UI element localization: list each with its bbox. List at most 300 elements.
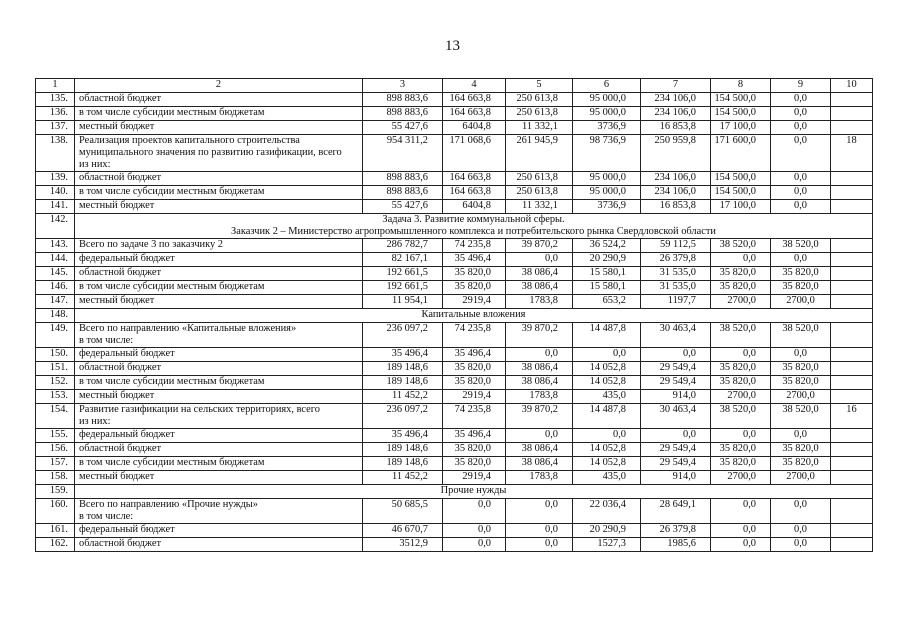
value-cell bbox=[831, 538, 873, 552]
value-cell: 898 883,6 bbox=[363, 107, 443, 121]
value-cell: 17 100,0 bbox=[711, 200, 771, 214]
value-cell: 189 148,6 bbox=[363, 457, 443, 471]
value-cell: 2919,4 bbox=[443, 295, 506, 309]
value-cell: 35 496,4 bbox=[443, 348, 506, 362]
value-cell: 82 167,1 bbox=[363, 253, 443, 267]
value-cell: 898 883,6 bbox=[363, 172, 443, 186]
value-cell: 1783,8 bbox=[506, 390, 573, 404]
value-cell: 898 883,6 bbox=[363, 186, 443, 200]
value-cell: 35 820,0 bbox=[443, 443, 506, 457]
value-cell: 192 661,5 bbox=[363, 281, 443, 295]
table-row bbox=[36, 443, 873, 457]
value-cell: 0,0 bbox=[771, 107, 831, 121]
item-name: областной бюджет bbox=[75, 93, 363, 107]
value-cell: 29 549,4 bbox=[641, 376, 711, 390]
value-cell bbox=[831, 93, 873, 107]
row-number: 146. bbox=[36, 281, 75, 295]
section-row bbox=[36, 485, 873, 499]
value-cell: 15 580,1 bbox=[573, 281, 641, 295]
value-cell: 2700,0 bbox=[711, 471, 771, 485]
value-cell: 234 106,0 bbox=[641, 107, 711, 121]
value-cell: 35 820,0 bbox=[443, 457, 506, 471]
item-name: в том числе субсидии местным бюджетам bbox=[75, 281, 363, 295]
value-cell: 154 500,0 bbox=[711, 107, 771, 121]
table-body bbox=[36, 79, 873, 552]
budget-table bbox=[35, 78, 873, 552]
value-cell: 0,0 bbox=[506, 348, 573, 362]
row-number: 141. bbox=[36, 200, 75, 214]
value-cell: 250 613,8 bbox=[506, 172, 573, 186]
section-row bbox=[36, 214, 873, 239]
value-cell: 35 820,0 bbox=[443, 267, 506, 281]
row-number: 156. bbox=[36, 443, 75, 457]
value-cell: 0,0 bbox=[711, 499, 771, 524]
value-cell: 0,0 bbox=[771, 186, 831, 200]
value-cell: 74 235,8 bbox=[443, 404, 506, 429]
value-cell bbox=[831, 107, 873, 121]
row-number: 139. bbox=[36, 172, 75, 186]
value-cell: 35 820,0 bbox=[711, 362, 771, 376]
value-cell: 189 148,6 bbox=[363, 362, 443, 376]
value-cell: 14 487,8 bbox=[573, 323, 641, 348]
row-number: 148. bbox=[36, 309, 75, 323]
item-name: Всего по задаче 3 по заказчику 2 bbox=[75, 239, 363, 253]
value-cell: 250 613,8 bbox=[506, 107, 573, 121]
row-number: 161. bbox=[36, 524, 75, 538]
value-cell: 0,0 bbox=[506, 429, 573, 443]
row-number: 150. bbox=[36, 348, 75, 362]
row-number: 140. bbox=[36, 186, 75, 200]
header-cell: 2 bbox=[75, 79, 363, 93]
value-cell: 35 496,4 bbox=[443, 253, 506, 267]
value-cell: 250 613,8 bbox=[506, 93, 573, 107]
value-cell: 1783,8 bbox=[506, 471, 573, 485]
row-number: 149. bbox=[36, 323, 75, 348]
value-cell: 35 820,0 bbox=[771, 457, 831, 471]
value-cell: 26 379,8 bbox=[641, 253, 711, 267]
value-cell: 0,0 bbox=[771, 499, 831, 524]
value-cell: 1985,6 bbox=[641, 538, 711, 552]
value-cell: 14 052,8 bbox=[573, 443, 641, 457]
table-row bbox=[36, 404, 873, 429]
table-row bbox=[36, 390, 873, 404]
value-cell bbox=[831, 348, 873, 362]
value-cell bbox=[831, 429, 873, 443]
value-cell: 2919,4 bbox=[443, 471, 506, 485]
value-cell: 2700,0 bbox=[771, 390, 831, 404]
value-cell: 18 bbox=[831, 135, 873, 172]
value-cell: 30 463,4 bbox=[641, 323, 711, 348]
item-name: Реализация проектов капитального строительства муниципального значения по развитию газификации, всего из них: bbox=[75, 135, 363, 172]
value-cell: 11 954,1 bbox=[363, 295, 443, 309]
header-cell: 1 bbox=[36, 79, 75, 93]
value-cell bbox=[831, 121, 873, 135]
value-cell: 35 496,4 bbox=[363, 429, 443, 443]
row-number: 143. bbox=[36, 239, 75, 253]
item-name: местный бюджет bbox=[75, 295, 363, 309]
value-cell: 0,0 bbox=[711, 429, 771, 443]
table-row bbox=[36, 295, 873, 309]
value-cell: 236 097,2 bbox=[363, 323, 443, 348]
value-cell: 286 782,7 bbox=[363, 239, 443, 253]
value-cell: 11 332,1 bbox=[506, 121, 573, 135]
item-name: областной бюджет bbox=[75, 443, 363, 457]
value-cell bbox=[831, 362, 873, 376]
value-cell: 35 820,0 bbox=[771, 376, 831, 390]
value-cell: 914,0 bbox=[641, 390, 711, 404]
value-cell bbox=[831, 323, 873, 348]
value-cell: 250 613,8 bbox=[506, 186, 573, 200]
item-name: местный бюджет bbox=[75, 200, 363, 214]
row-number: 147. bbox=[36, 295, 75, 309]
value-cell: 35 820,0 bbox=[711, 457, 771, 471]
value-cell bbox=[831, 443, 873, 457]
value-cell: 38 520,0 bbox=[711, 239, 771, 253]
item-name: федеральный бюджет bbox=[75, 348, 363, 362]
value-cell: 35 820,0 bbox=[771, 281, 831, 295]
value-cell: 6404,8 bbox=[443, 121, 506, 135]
value-cell: 171 600,0 bbox=[711, 135, 771, 172]
value-cell: 3736,9 bbox=[573, 121, 641, 135]
value-cell bbox=[831, 499, 873, 524]
section-title bbox=[75, 485, 873, 499]
value-cell: 38 086,4 bbox=[506, 362, 573, 376]
value-cell: 0,0 bbox=[771, 121, 831, 135]
value-cell: 0,0 bbox=[771, 253, 831, 267]
value-cell bbox=[831, 186, 873, 200]
value-cell bbox=[831, 267, 873, 281]
value-cell: 164 663,8 bbox=[443, 93, 506, 107]
value-cell: 954 311,2 bbox=[363, 135, 443, 172]
row-number: 136. bbox=[36, 107, 75, 121]
value-cell: 31 535,0 bbox=[641, 267, 711, 281]
value-cell: 38 520,0 bbox=[771, 404, 831, 429]
section-row bbox=[36, 309, 873, 323]
table-row bbox=[36, 429, 873, 443]
value-cell: 250 959,8 bbox=[641, 135, 711, 172]
table-row bbox=[36, 471, 873, 485]
item-name: Развитие газификации на сельских территориях, всего из них: bbox=[75, 404, 363, 429]
table-row bbox=[36, 524, 873, 538]
value-cell: 2700,0 bbox=[711, 295, 771, 309]
value-cell: 38 520,0 bbox=[711, 323, 771, 348]
value-cell: 435,0 bbox=[573, 390, 641, 404]
value-cell: 22 036,4 bbox=[573, 499, 641, 524]
value-cell: 0,0 bbox=[771, 172, 831, 186]
value-cell: 35 820,0 bbox=[771, 443, 831, 457]
table-row bbox=[36, 135, 873, 172]
row-number: 155. bbox=[36, 429, 75, 443]
item-name: федеральный бюджет bbox=[75, 429, 363, 443]
section-line: Прочие нужды bbox=[440, 485, 507, 496]
value-cell: 11 332,1 bbox=[506, 200, 573, 214]
header-cell: 7 bbox=[641, 79, 711, 93]
section-line: Задача 3. Развитие коммунальной сферы. bbox=[382, 214, 565, 225]
value-cell: 2700,0 bbox=[771, 471, 831, 485]
header-cell: 3 bbox=[363, 79, 443, 93]
value-cell: 6404,8 bbox=[443, 200, 506, 214]
value-cell: 28 649,1 bbox=[641, 499, 711, 524]
value-cell: 95 000,0 bbox=[573, 186, 641, 200]
value-cell: 0,0 bbox=[771, 524, 831, 538]
value-cell: 164 663,8 bbox=[443, 172, 506, 186]
value-cell: 74 235,8 bbox=[443, 239, 506, 253]
header-row bbox=[36, 79, 873, 93]
item-name: местный бюджет bbox=[75, 471, 363, 485]
page-number: 13 bbox=[445, 38, 460, 54]
value-cell bbox=[831, 471, 873, 485]
row-number: 151. bbox=[36, 362, 75, 376]
value-cell: 0,0 bbox=[771, 429, 831, 443]
value-cell: 17 100,0 bbox=[711, 121, 771, 135]
value-cell: 154 500,0 bbox=[711, 93, 771, 107]
item-name: в том числе субсидии местным бюджетам bbox=[75, 186, 363, 200]
row-number: 162. bbox=[36, 538, 75, 552]
table-row bbox=[36, 538, 873, 552]
header-cell: 4 bbox=[443, 79, 506, 93]
value-cell: 39 870,2 bbox=[506, 404, 573, 429]
table-row bbox=[36, 121, 873, 135]
item-name: федеральный бюджет bbox=[75, 524, 363, 538]
header-cell: 8 bbox=[711, 79, 771, 93]
value-cell: 0,0 bbox=[506, 538, 573, 552]
value-cell: 1527,3 bbox=[573, 538, 641, 552]
value-cell: 234 106,0 bbox=[641, 172, 711, 186]
value-cell: 0,0 bbox=[771, 93, 831, 107]
value-cell: 55 427,6 bbox=[363, 200, 443, 214]
value-cell: 35 820,0 bbox=[443, 281, 506, 295]
value-cell bbox=[831, 390, 873, 404]
value-cell: 35 820,0 bbox=[771, 267, 831, 281]
table-row bbox=[36, 172, 873, 186]
value-cell: 16 bbox=[831, 404, 873, 429]
value-cell bbox=[831, 253, 873, 267]
value-cell: 35 496,4 bbox=[363, 348, 443, 362]
table-row bbox=[36, 186, 873, 200]
value-cell: 11 452,2 bbox=[363, 390, 443, 404]
value-cell: 0,0 bbox=[771, 538, 831, 552]
value-cell: 2700,0 bbox=[711, 390, 771, 404]
value-cell bbox=[831, 239, 873, 253]
table-row bbox=[36, 281, 873, 295]
item-name: в том числе субсидии местным бюджетам bbox=[75, 376, 363, 390]
item-name: в том числе субсидии местным бюджетам bbox=[75, 457, 363, 471]
item-name: в том числе субсидии местным бюджетам bbox=[75, 107, 363, 121]
table-row bbox=[36, 348, 873, 362]
table-row bbox=[36, 376, 873, 390]
value-cell: 26 379,8 bbox=[641, 524, 711, 538]
value-cell: 435,0 bbox=[573, 471, 641, 485]
value-cell bbox=[831, 376, 873, 390]
row-number: 138. bbox=[36, 135, 75, 172]
row-number: 142. bbox=[36, 214, 75, 239]
value-cell: 0,0 bbox=[771, 135, 831, 172]
value-cell: 15 580,1 bbox=[573, 267, 641, 281]
table-row bbox=[36, 200, 873, 214]
value-cell: 11 452,2 bbox=[363, 471, 443, 485]
value-cell: 38 086,4 bbox=[506, 457, 573, 471]
value-cell: 154 500,0 bbox=[711, 172, 771, 186]
header-cell: 10 bbox=[831, 79, 873, 93]
table-row bbox=[36, 362, 873, 376]
value-cell: 0,0 bbox=[711, 348, 771, 362]
value-cell: 35 820,0 bbox=[711, 376, 771, 390]
value-cell: 0,0 bbox=[771, 348, 831, 362]
row-number: 137. bbox=[36, 121, 75, 135]
row-number: 145. bbox=[36, 267, 75, 281]
value-cell: 38 520,0 bbox=[771, 239, 831, 253]
value-cell: 236 097,2 bbox=[363, 404, 443, 429]
table-row bbox=[36, 93, 873, 107]
value-cell: 0,0 bbox=[711, 524, 771, 538]
row-number: 144. bbox=[36, 253, 75, 267]
value-cell: 20 290,9 bbox=[573, 253, 641, 267]
value-cell: 0,0 bbox=[641, 429, 711, 443]
value-cell: 0,0 bbox=[443, 538, 506, 552]
value-cell bbox=[831, 295, 873, 309]
value-cell: 38 520,0 bbox=[711, 404, 771, 429]
value-cell: 35 820,0 bbox=[443, 362, 506, 376]
value-cell: 0,0 bbox=[443, 524, 506, 538]
value-cell: 35 820,0 bbox=[711, 443, 771, 457]
value-cell: 0,0 bbox=[573, 429, 641, 443]
value-cell: 164 663,8 bbox=[443, 107, 506, 121]
item-name: областной бюджет bbox=[75, 362, 363, 376]
value-cell: 39 870,2 bbox=[506, 239, 573, 253]
table-row bbox=[36, 107, 873, 121]
value-cell: 20 290,9 bbox=[573, 524, 641, 538]
value-cell: 0,0 bbox=[641, 348, 711, 362]
value-cell: 0,0 bbox=[711, 538, 771, 552]
value-cell: 35 820,0 bbox=[711, 281, 771, 295]
value-cell: 234 106,0 bbox=[641, 93, 711, 107]
value-cell bbox=[831, 200, 873, 214]
row-number: 152. bbox=[36, 376, 75, 390]
value-cell: 189 148,6 bbox=[363, 376, 443, 390]
value-cell: 0,0 bbox=[771, 200, 831, 214]
value-cell: 29 549,4 bbox=[641, 457, 711, 471]
value-cell: 38 086,4 bbox=[506, 281, 573, 295]
table-row bbox=[36, 253, 873, 267]
value-cell: 95 000,0 bbox=[573, 107, 641, 121]
value-cell: 50 685,5 bbox=[363, 499, 443, 524]
value-cell: 14 052,8 bbox=[573, 362, 641, 376]
value-cell: 2700,0 bbox=[771, 295, 831, 309]
value-cell: 171 068,6 bbox=[443, 135, 506, 172]
value-cell: 653,2 bbox=[573, 295, 641, 309]
value-cell: 0,0 bbox=[506, 499, 573, 524]
value-cell bbox=[831, 457, 873, 471]
header-cell: 6 bbox=[573, 79, 641, 93]
section-title bbox=[75, 214, 873, 239]
value-cell: 3736,9 bbox=[573, 200, 641, 214]
value-cell: 38 086,4 bbox=[506, 376, 573, 390]
value-cell: 898 883,6 bbox=[363, 93, 443, 107]
value-cell: 1783,8 bbox=[506, 295, 573, 309]
value-cell bbox=[831, 281, 873, 295]
row-number: 157. bbox=[36, 457, 75, 471]
value-cell: 192 661,5 bbox=[363, 267, 443, 281]
table-row bbox=[36, 239, 873, 253]
value-cell: 234 106,0 bbox=[641, 186, 711, 200]
row-number: 135. bbox=[36, 93, 75, 107]
value-cell: 3512,9 bbox=[363, 538, 443, 552]
item-name: федеральный бюджет bbox=[75, 253, 363, 267]
value-cell: 46 670,7 bbox=[363, 524, 443, 538]
row-number: 159. bbox=[36, 485, 75, 499]
value-cell: 189 148,6 bbox=[363, 443, 443, 457]
value-cell: 30 463,4 bbox=[641, 404, 711, 429]
item-name: Всего по направлению «Капитальные вложения» в том числе: bbox=[75, 323, 363, 348]
item-name: Всего по направлению «Прочие нужды» в том числе: bbox=[75, 499, 363, 524]
item-name: областной бюджет bbox=[75, 172, 363, 186]
value-cell: 14 052,8 bbox=[573, 376, 641, 390]
value-cell bbox=[831, 172, 873, 186]
value-cell: 0,0 bbox=[506, 253, 573, 267]
value-cell: 16 853,8 bbox=[641, 121, 711, 135]
value-cell: 0,0 bbox=[711, 253, 771, 267]
value-cell: 95 000,0 bbox=[573, 93, 641, 107]
value-cell: 1197,7 bbox=[641, 295, 711, 309]
value-cell: 74 235,8 bbox=[443, 323, 506, 348]
item-name: областной бюджет bbox=[75, 267, 363, 281]
section-line: Заказчик 2 – Министерство агропромышленного комплекса и потребительского рынка Свердловской области bbox=[231, 226, 716, 237]
item-name: областной бюджет bbox=[75, 538, 363, 552]
item-name: местный бюджет bbox=[75, 121, 363, 135]
item-name: местный бюджет bbox=[75, 390, 363, 404]
table-row bbox=[36, 267, 873, 281]
value-cell: 14 052,8 bbox=[573, 457, 641, 471]
value-cell: 38 086,4 bbox=[506, 443, 573, 457]
section-title bbox=[75, 309, 873, 323]
value-cell: 2919,4 bbox=[443, 390, 506, 404]
value-cell bbox=[831, 524, 873, 538]
value-cell: 39 870,2 bbox=[506, 323, 573, 348]
value-cell: 35 820,0 bbox=[443, 376, 506, 390]
table-row bbox=[36, 457, 873, 471]
value-cell: 59 112,5 bbox=[641, 239, 711, 253]
value-cell: 38 086,4 bbox=[506, 267, 573, 281]
value-cell: 31 535,0 bbox=[641, 281, 711, 295]
value-cell: 55 427,6 bbox=[363, 121, 443, 135]
value-cell: 29 549,4 bbox=[641, 443, 711, 457]
value-cell: 98 736,9 bbox=[573, 135, 641, 172]
value-cell: 0,0 bbox=[573, 348, 641, 362]
value-cell: 154 500,0 bbox=[711, 186, 771, 200]
value-cell: 36 524,2 bbox=[573, 239, 641, 253]
value-cell: 35 820,0 bbox=[711, 267, 771, 281]
row-number: 154. bbox=[36, 404, 75, 429]
header-cell: 9 bbox=[771, 79, 831, 93]
section-line: Капитальные вложения bbox=[421, 309, 526, 320]
row-number: 158. bbox=[36, 471, 75, 485]
header-cell: 5 bbox=[506, 79, 573, 93]
value-cell: 29 549,4 bbox=[641, 362, 711, 376]
value-cell: 14 487,8 bbox=[573, 404, 641, 429]
value-cell: 0,0 bbox=[443, 499, 506, 524]
value-cell: 35 820,0 bbox=[771, 362, 831, 376]
value-cell: 164 663,8 bbox=[443, 186, 506, 200]
value-cell: 914,0 bbox=[641, 471, 711, 485]
row-number: 153. bbox=[36, 390, 75, 404]
value-cell: 261 945,9 bbox=[506, 135, 573, 172]
value-cell: 35 496,4 bbox=[443, 429, 506, 443]
table-row bbox=[36, 323, 873, 348]
table-row bbox=[36, 499, 873, 524]
value-cell: 0,0 bbox=[506, 524, 573, 538]
value-cell: 16 853,8 bbox=[641, 200, 711, 214]
row-number: 160. bbox=[36, 499, 75, 524]
